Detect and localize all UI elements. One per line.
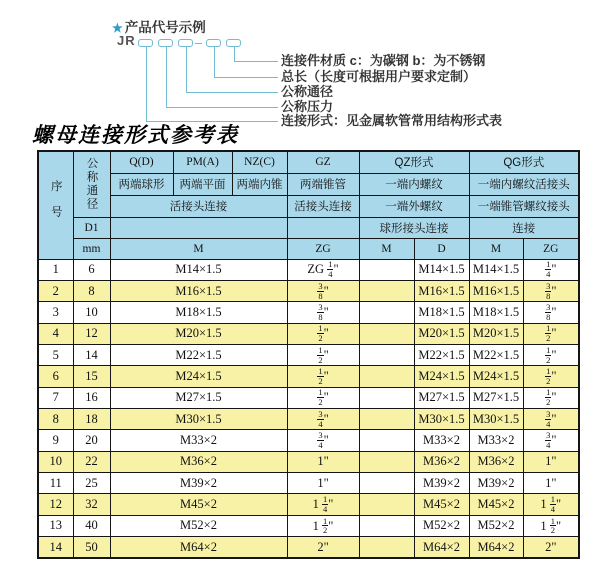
dn-cell: 15 [73, 366, 110, 387]
header-desc-pma: 两端平面 [173, 173, 232, 195]
qg-m-cell: M45×2 [469, 494, 523, 515]
connector-line [234, 47, 236, 61]
qz-m-cell [359, 409, 414, 430]
m-cell: M39×2 [110, 473, 287, 494]
table-row [38, 430, 579, 451]
header-desc-gz: 两端锥管 [287, 173, 359, 195]
qz-m-cell [359, 280, 414, 301]
seq-cell: 3 [38, 302, 73, 323]
dn-cell: 22 [73, 451, 110, 472]
gz-zg-cell: $\frac{1}{2}$ " [287, 366, 359, 387]
qz-m-cell [359, 259, 414, 280]
dn-cell: 6 [73, 259, 110, 280]
qz-d-cell: M18×1.5 [414, 302, 469, 323]
table-row [38, 473, 579, 494]
qg-m-cell: M18×1.5 [469, 302, 523, 323]
qz-m-cell [359, 387, 414, 408]
m-cell: M64×2 [110, 537, 287, 558]
qz-m-cell [359, 473, 414, 494]
code-prefix: JR [117, 33, 136, 48]
header-blank-gz [287, 217, 359, 238]
code-box [206, 39, 221, 47]
qg-zg-cell: $\frac{3}{8}$ " [523, 280, 579, 301]
header-blank-union [110, 217, 287, 238]
qg-zg-cell: $\frac{3}{4}$ " [523, 430, 579, 451]
qg-zg-cell: 1 $\frac{1}{2}$ " [523, 515, 579, 536]
table-row [38, 280, 579, 301]
header-d1: D1 [73, 217, 110, 238]
dn-cell: 14 [73, 344, 110, 365]
header-unit-qg-m: M [469, 238, 523, 259]
seq-cell: 14 [38, 537, 73, 558]
qg-m-cell: M30×1.5 [469, 409, 523, 430]
diagram-heading-text: 产品代号示例 [124, 20, 206, 35]
qg-m-cell: M22×1.5 [469, 344, 523, 365]
table-row [38, 323, 579, 344]
table-row [38, 344, 579, 365]
header-unit-qz-m: M [359, 238, 414, 259]
connector-line [166, 47, 168, 107]
code-dash [195, 43, 202, 45]
gz-zg-cell: 2" [287, 537, 359, 558]
gz-zg-cell: ZG $\frac{1}{4}$ " [287, 259, 359, 280]
header-conn: 连接 [469, 217, 579, 238]
qg-zg-cell: $\frac{3}{8}$ " [523, 302, 579, 323]
qg-m-cell: M39×2 [469, 473, 523, 494]
seq-cell: 5 [38, 344, 73, 365]
code-label-material: 连接件材质 c：为碳钢 b：为不锈钢 [281, 53, 486, 68]
qg-zg-cell: 2" [523, 537, 579, 558]
qg-m-cell: M27×1.5 [469, 387, 523, 408]
header-desc-qg: 一端内螺纹活接头 [469, 173, 579, 195]
dn-cell: 16 [73, 387, 110, 408]
m-cell: M52×2 [110, 515, 287, 536]
connector-line [214, 47, 216, 77]
header-unit-qg-zg: ZG [523, 238, 579, 259]
qg-zg-cell: $\frac{1}{2}$ " [523, 344, 579, 365]
qg-m-cell: M36×2 [469, 451, 523, 472]
qz-d-cell: M24×1.5 [414, 366, 469, 387]
qg-zg-cell: $\frac{1}{2}$ " [523, 323, 579, 344]
qz-d-cell: M30×1.5 [414, 409, 469, 430]
m-cell: M16×1.5 [110, 280, 287, 301]
code-label-length: 总长（长度可根据用户要求定制） [281, 69, 477, 84]
qz-d-cell: M52×2 [414, 515, 469, 536]
gz-zg-cell: 1 $\frac{1}{2}$ " [287, 515, 359, 536]
code-label-connection: 连接形式：见金属软管常用结构形式表 [281, 113, 503, 128]
gz-zg-cell: 1 $\frac{1}{4}$ " [287, 494, 359, 515]
table-row [38, 259, 579, 280]
gz-zg-cell: 1" [287, 473, 359, 494]
qz-d-cell: M33×2 [414, 430, 469, 451]
header-form-nzc: NZ(C) [232, 151, 287, 173]
table-row [38, 302, 579, 323]
seq-cell: 1 [38, 259, 73, 280]
nut-connection-table [37, 150, 580, 559]
gz-zg-cell: $\frac{1}{2}$ " [287, 323, 359, 344]
header-conn-qg: 一端锥管螺纹接头 [469, 195, 579, 217]
header-mm: mm [73, 238, 110, 259]
qz-d-cell: M27×1.5 [414, 387, 469, 408]
qg-zg-cell: 1" [523, 473, 579, 494]
header-desc-qd: 两端球形 [110, 173, 173, 195]
qg-m-cell: M24×1.5 [469, 366, 523, 387]
qg-m-cell: M33×2 [469, 430, 523, 451]
table-body [38, 259, 579, 558]
code-label-pressure: 公称压力 [281, 99, 334, 114]
header-unit-qz-d: D [414, 238, 469, 259]
table-row [38, 409, 579, 430]
table-row [38, 387, 579, 408]
table-title: 螺母连接形式参考表 [32, 123, 239, 147]
qg-zg-cell: $\frac{3}{4}$ " [523, 409, 579, 430]
seq-cell: 13 [38, 515, 73, 536]
gz-zg-cell: $\frac{3}{4}$ " [287, 430, 359, 451]
seq-cell: 12 [38, 494, 73, 515]
header-conn-union: 活接头连接 [110, 195, 287, 217]
header-form-qd: Q(D) [110, 151, 173, 173]
qz-d-cell: M22×1.5 [414, 344, 469, 365]
qz-d-cell: M20×1.5 [414, 323, 469, 344]
dn-cell: 40 [73, 515, 110, 536]
m-cell: M18×1.5 [110, 302, 287, 323]
header-conn-gz: 活接头连接 [287, 195, 359, 217]
code-box [138, 39, 153, 47]
header-form-gz: GZ [287, 151, 359, 173]
qz-m-cell [359, 366, 414, 387]
seq-cell: 6 [38, 366, 73, 387]
m-cell: M30×1.5 [110, 409, 287, 430]
table-row [38, 537, 579, 558]
connector-line [166, 107, 278, 109]
qg-zg-cell: $\frac{1}{2}$ " [523, 387, 579, 408]
gz-zg-cell: $\frac{3}{4}$ " [287, 409, 359, 430]
header-dn: 公称通径 [73, 151, 110, 217]
code-label-diameter: 公称通径 [281, 84, 334, 99]
header-unit-zg: ZG [287, 238, 359, 259]
header-seq: 序号 [38, 151, 73, 259]
qg-m-cell: M64×2 [469, 537, 523, 558]
qz-m-cell [359, 323, 414, 344]
m-cell: M24×1.5 [110, 366, 287, 387]
qz-d-cell: M45×2 [414, 494, 469, 515]
header-desc-nzc: 两端内锥 [232, 173, 287, 195]
qz-m-cell [359, 515, 414, 536]
qz-m-cell [359, 537, 414, 558]
qz-m-cell [359, 302, 414, 323]
dn-cell: 25 [73, 473, 110, 494]
gz-zg-cell: $\frac{1}{2}$ " [287, 387, 359, 408]
m-cell: M45×2 [110, 494, 287, 515]
qz-d-cell: M36×2 [414, 451, 469, 472]
gz-zg-cell: $\frac{1}{2}$ " [287, 344, 359, 365]
gz-zg-cell: $\frac{3}{8}$ " [287, 302, 359, 323]
dn-cell: 32 [73, 494, 110, 515]
seq-cell: 2 [38, 280, 73, 301]
table-header [38, 151, 579, 259]
header-ball-conn: 球形接头连接 [359, 217, 469, 238]
gz-zg-cell: 1" [287, 451, 359, 472]
seq-cell: 10 [38, 451, 73, 472]
seq-cell: 8 [38, 409, 73, 430]
gz-zg-cell: $\frac{3}{8}$ " [287, 280, 359, 301]
star-icon: ★ [112, 21, 123, 35]
qz-m-cell [359, 344, 414, 365]
qg-m-cell: M14×1.5 [469, 259, 523, 280]
header-conn-qz: 一端外螺纹 [359, 195, 469, 217]
connector-line [146, 47, 148, 121]
connector-line [234, 61, 278, 63]
qg-zg-cell: 1" [523, 451, 579, 472]
m-cell: M33×2 [110, 430, 287, 451]
header-form-qz: QZ形式 [359, 151, 469, 173]
code-box [158, 39, 173, 47]
code-box [226, 39, 241, 47]
code-box [178, 39, 193, 47]
qg-zg-cell: $\frac{1}{2}$ " [523, 366, 579, 387]
dn-cell: 12 [73, 323, 110, 344]
dn-cell: 20 [73, 430, 110, 451]
seq-cell: 4 [38, 323, 73, 344]
m-cell: M14×1.5 [110, 259, 287, 280]
seq-cell: 9 [38, 430, 73, 451]
qz-d-cell: M64×2 [414, 537, 469, 558]
m-cell: M20×1.5 [110, 323, 287, 344]
header-unit-m: M [110, 238, 287, 259]
connector-line [186, 47, 188, 92]
header-form-pma: PM(A) [173, 151, 232, 173]
product-code-diagram [0, 0, 600, 130]
qz-d-cell: M39×2 [414, 473, 469, 494]
seq-cell: 7 [38, 387, 73, 408]
qz-m-cell [359, 430, 414, 451]
qg-zg-cell: 1 $\frac{1}{4}$ " [523, 494, 579, 515]
table-row [38, 366, 579, 387]
qz-d-cell: M14×1.5 [414, 259, 469, 280]
qz-d-cell: M16×1.5 [414, 280, 469, 301]
qg-m-cell: M16×1.5 [469, 280, 523, 301]
qg-zg-cell: $\frac{1}{4}$ " [523, 259, 579, 280]
dn-cell: 8 [73, 280, 110, 301]
table-row [38, 451, 579, 472]
dn-cell: 10 [73, 302, 110, 323]
header-form-qg: QG形式 [469, 151, 579, 173]
dn-cell: 18 [73, 409, 110, 430]
table-row [38, 494, 579, 515]
qz-m-cell [359, 494, 414, 515]
qg-m-cell: M52×2 [469, 515, 523, 536]
connector-line [186, 92, 278, 94]
table-row [38, 515, 579, 536]
qz-m-cell [359, 451, 414, 472]
seq-cell: 11 [38, 473, 73, 494]
qg-m-cell: M20×1.5 [469, 323, 523, 344]
dn-cell: 50 [73, 537, 110, 558]
m-cell: M27×1.5 [110, 387, 287, 408]
connector-line [214, 77, 278, 79]
m-cell: M36×2 [110, 451, 287, 472]
header-desc-qz: 一端内螺纹 [359, 173, 469, 195]
m-cell: M22×1.5 [110, 344, 287, 365]
